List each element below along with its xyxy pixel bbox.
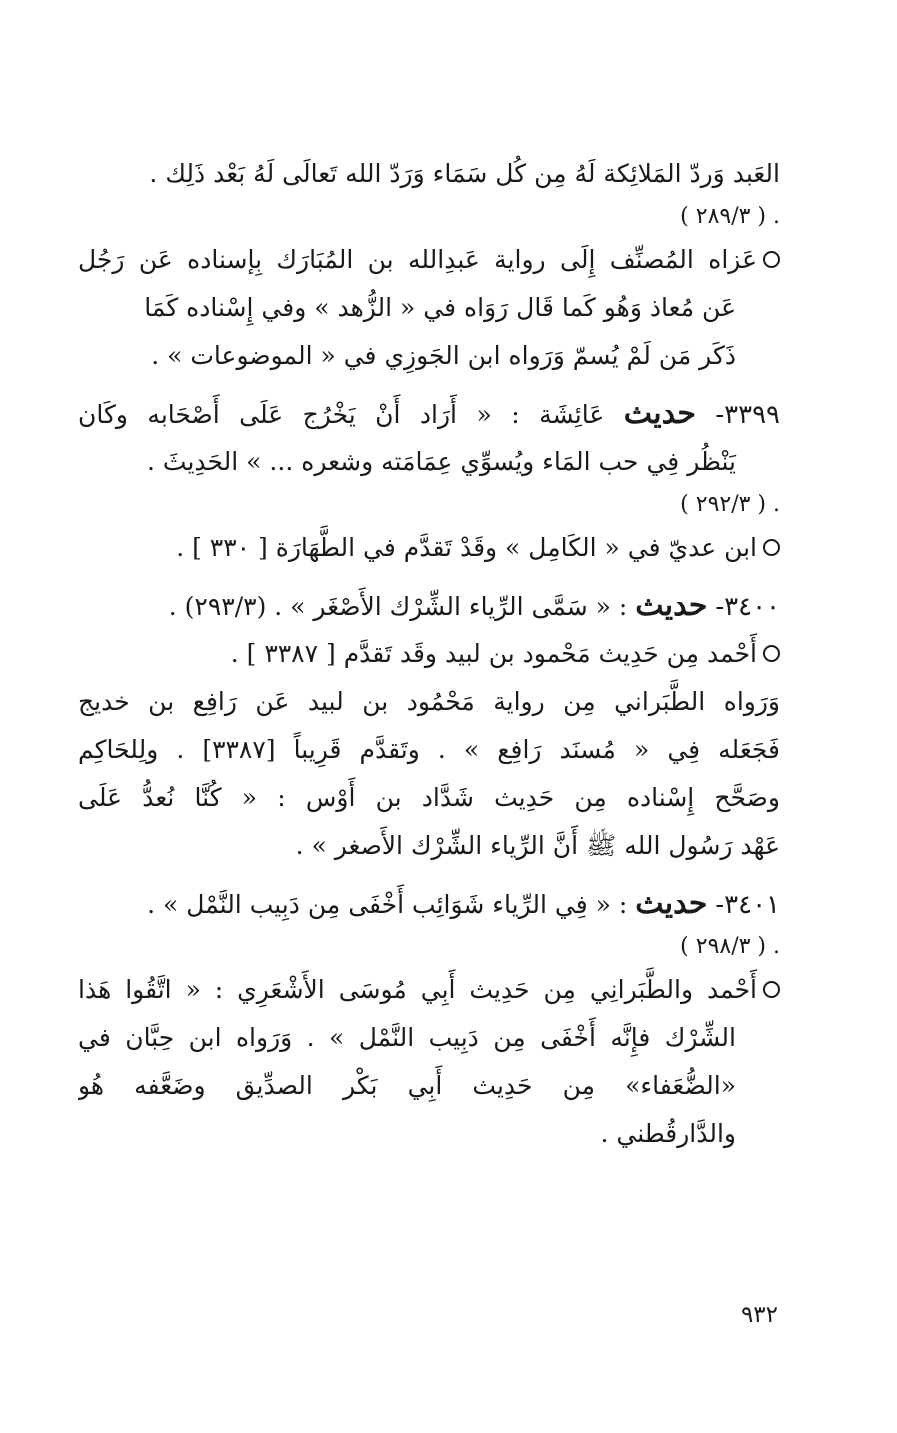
text-line: عَهْد رَسُول الله ﷺ أَنَّ الرِّياء الشِّرْك الأَصغر » . — [295, 831, 780, 860]
text-line: الشِّرْك فإِنَّه أَخْفَى مِن دَبِيب النَّمْل » . وَرَواه ابن حِبَّان في — [78, 1023, 736, 1052]
text-line: «الضُّعَفاء» مِن حَدِيث أَبِي بَكْر الصدِّيق وضَعَّفه هُو — [78, 1071, 736, 1100]
text-line: وصَحَّح إِسْناده مِن حَدِيث شَدَّاد بن أَوْس : « كُنَّا نُعدُّ عَلَى — [78, 783, 780, 812]
hadith-word: حديث — [635, 588, 708, 623]
text-line: ذَكَر مَن لَمْ يُسمّ وَرَواه ابن الجَوزِي في « الموضوعات » . — [151, 341, 736, 370]
text-line: العَبد وَردّ المَلائِكة لَهُ مِن كُل سَمَاء وَرَدّ الله تَعالَى لَهُ بَعْد ذَلِك . — [149, 159, 780, 188]
reference-line: . ( ٢٩٨/٣ ) — [680, 934, 780, 959]
text-line: أَحْمد مِن حَدِيث مَحْمود بن لبيد وقَد تَقدَّم [ ٣٣٨٧ ] . — [78, 630, 780, 678]
text-line: فَجَعَله فِي « مُسنَد رَافِع » . وتَقدَّم قَرِيباً [٣٣٨٧] . ولِلحَاكِم — [78, 735, 780, 764]
text-line: ابن عديّ في « الكَامِل » وقَدْ تَقدَّم في الطَّهَارَة [ ٣٣٠ ] . — [78, 524, 780, 572]
circle-bullet-icon — [763, 251, 780, 268]
reference-line: . ( ٢٩٢/٣ ) — [680, 492, 780, 517]
reference-line: . ( ٢٨٩/٣ ) — [680, 204, 780, 229]
text-line: وَرَواه الطَّبَراني مِن رواية مَحْمُود بن لبيد عَن رَافِع بن خديج — [78, 687, 780, 716]
hadith-heading-3400: ٣٤٠٠- حديث : « سَمَّى الرِّياء الشِّرْك الأَصْغَر » . (٢٩٣/٣) . — [168, 588, 780, 623]
hadith-word: حديث — [635, 886, 708, 921]
page-number: ٩٣٢ — [740, 1302, 778, 1328]
document-body — [78, 150, 780, 1158]
circle-bullet-icon — [763, 981, 780, 998]
hadith-heading-3401: ٣٤٠١- حديث : « فِي الرِّياء شَوَائِب أَخْفَى مِن دَبِيب النَّمْل » . — [147, 886, 780, 921]
text-line: والدَّارقُطني . — [600, 1119, 736, 1148]
text-line: عَن مُعاذ وَهُو كَما قَال رَوَاه في « الزُّهد » وفي إِسْناده كَمَا — [144, 293, 736, 322]
hadith-heading-3399: ٣٣٩٩- حديث عَائِشَة : « أَرَاد أَنْ يَخْرُج عَلَى أَصْحَابه وكَان — [78, 396, 780, 431]
hadith-word: حديث — [623, 396, 696, 431]
text-line: أَحْمد والطَّبَرانِي مِن حَدِيث أَبِي مُوسَى الأَشْعَرِي : « اتَّقُوا هَذا — [78, 966, 780, 1014]
text-line: عَزاه المُصنِّف إِلَى رواية عَبدِالله بن المُبَارَك بِإسناده عَن رَجُل — [78, 236, 780, 284]
circle-bullet-icon — [763, 539, 780, 556]
text-line: يَنْظُر فِي حب المَاء ويُسوِّي عِمَامَته وشعره ... » الحَدِيثَ . — [147, 447, 736, 476]
circle-bullet-icon — [763, 645, 780, 662]
